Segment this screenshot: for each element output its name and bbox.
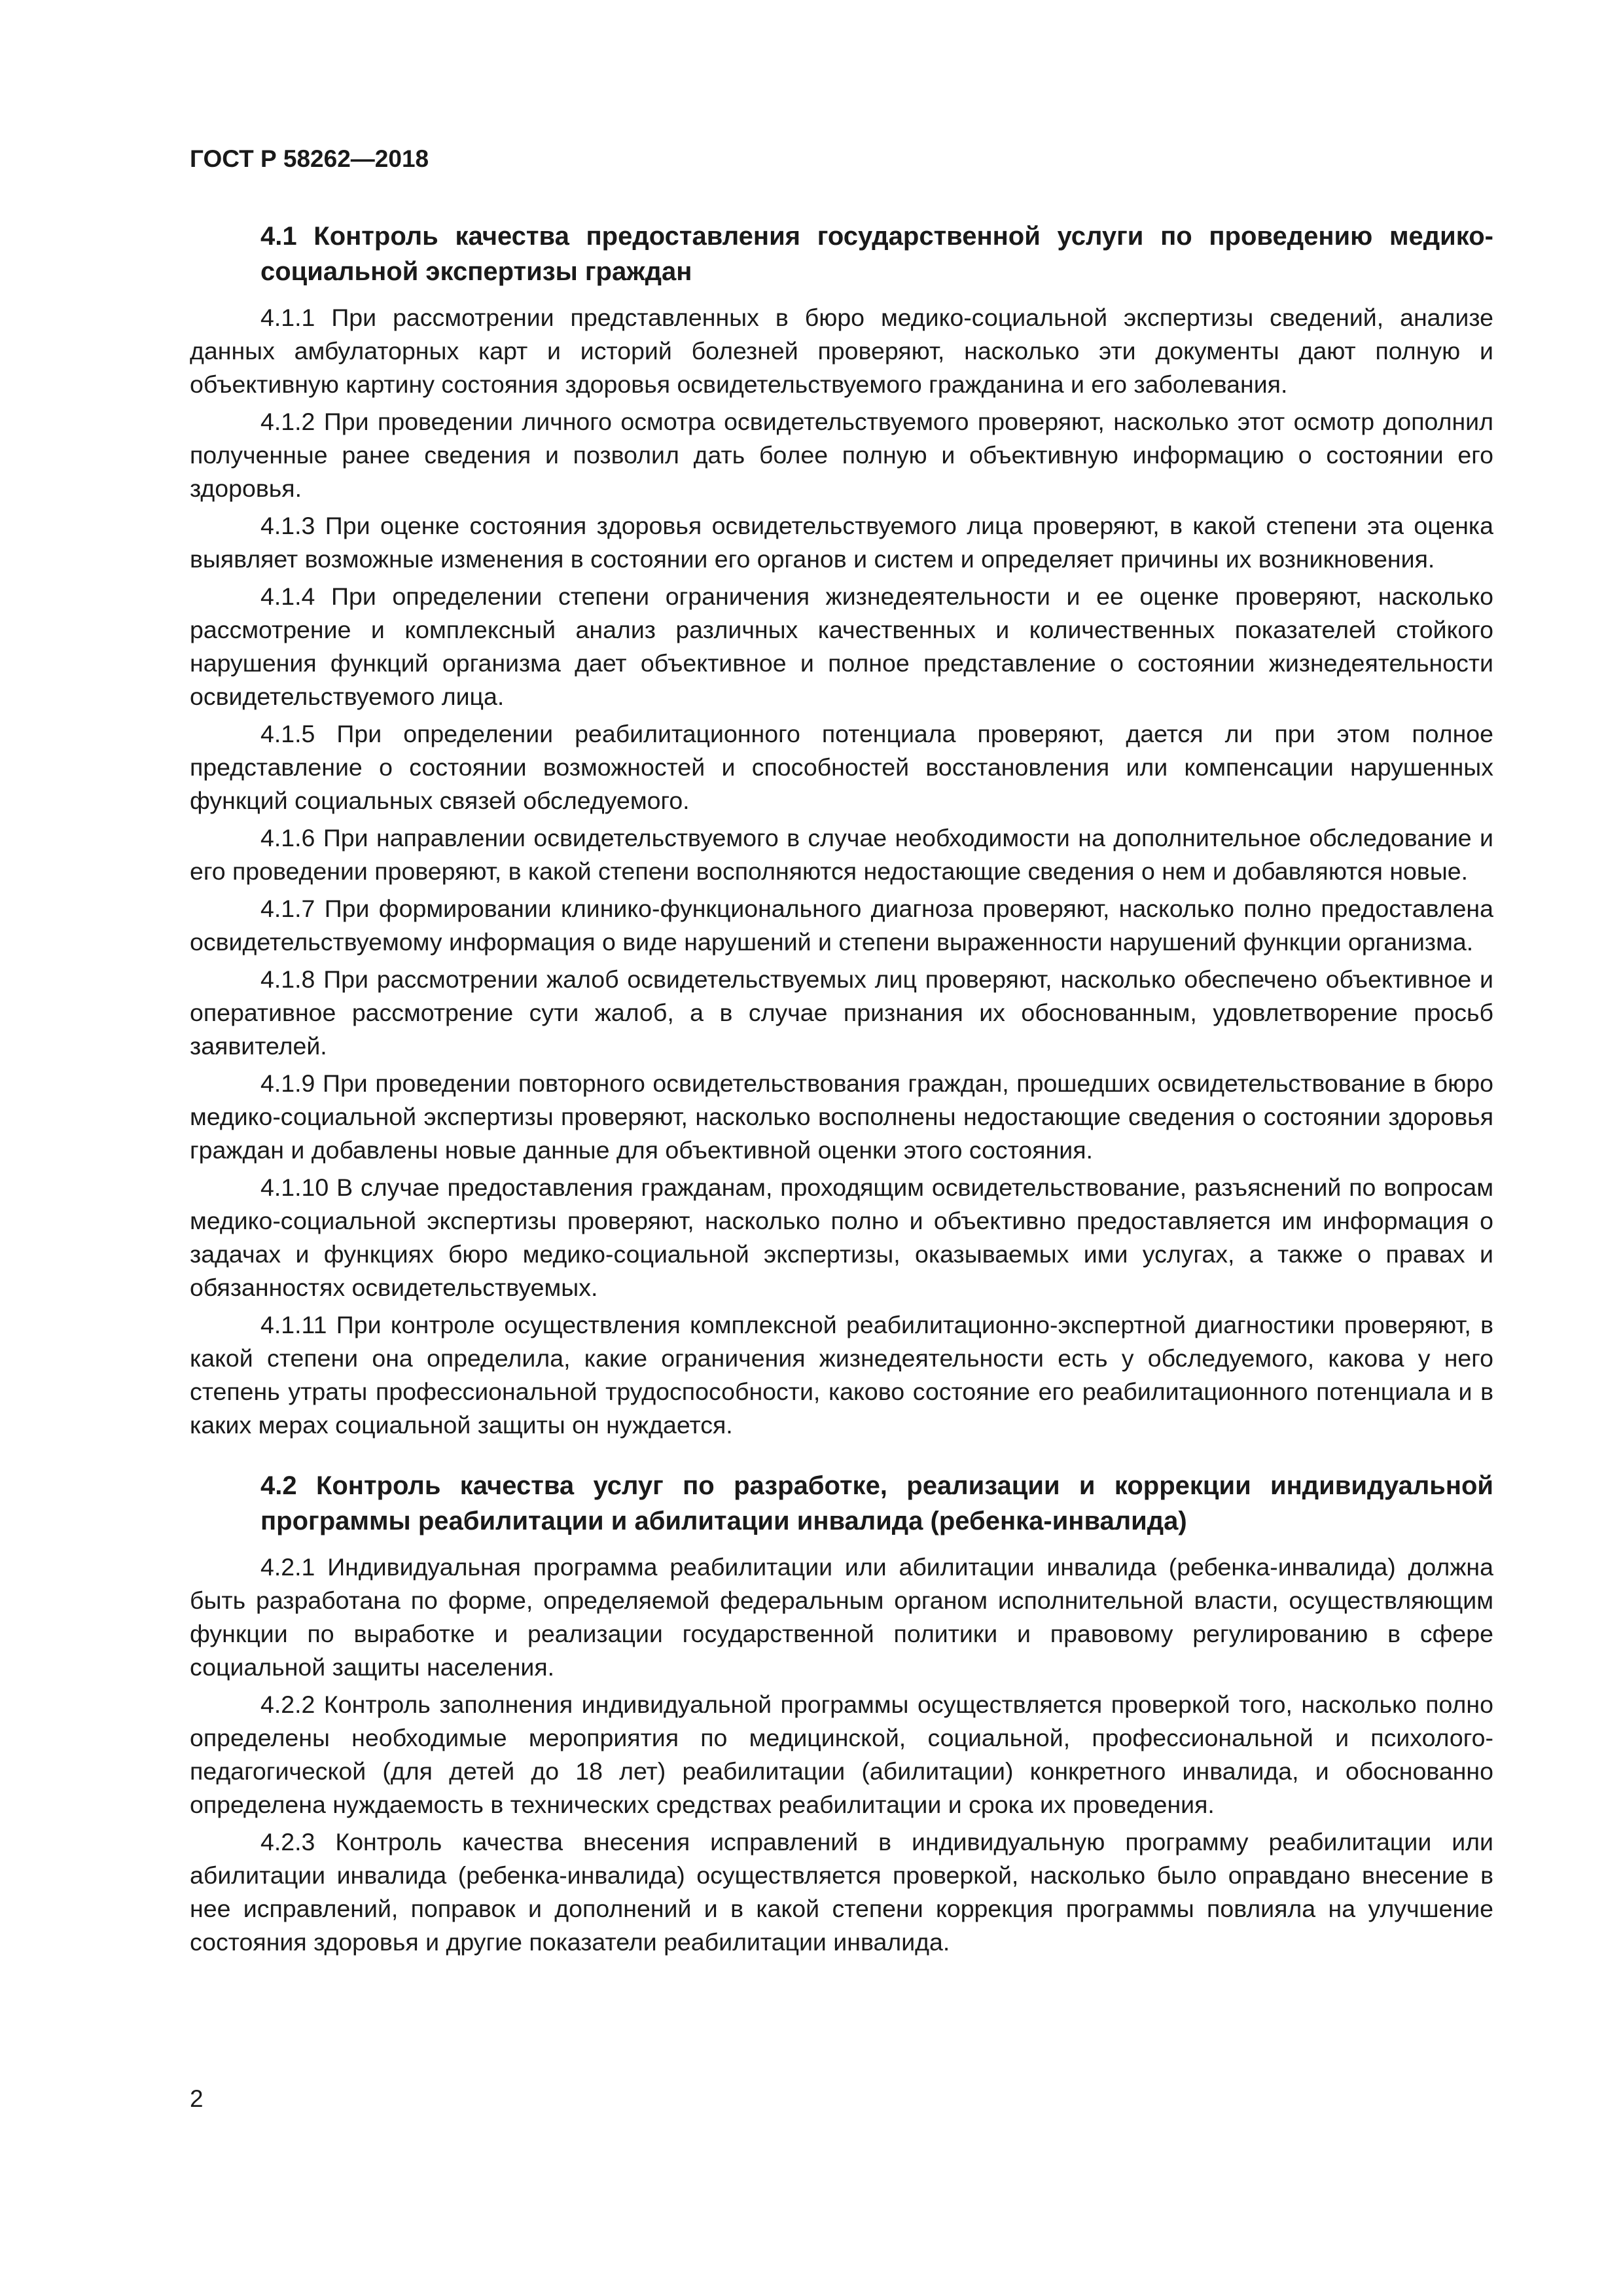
paragraph-4-1-11: 4.1.11 При контроле осуществления комплексной реабилитационно-экспертной диагностики проверяют, в какой степени она определила, какие ограничения жизнедеятельности есть у обследуемого, какова у него степень утраты профессиональной трудоспособности, каково состояние его реабилитационного потенциала и в каких мерах социальной защиты он нуждается.	[190, 1311, 1493, 1439]
section-title: 4.2 Контроль качества услуг по разработке, реализации и коррекции индивидуальной программы реабилитации и абилитации инвалида (ребенка-инвалида)	[260, 1471, 1493, 1535]
page-number: 2	[190, 2085, 204, 2112]
section-title: 4.1 Контроль качества предоставления государственной услуги по проведению медико-социальной экспертизы граждан	[260, 222, 1493, 286]
section-4-2	[190, 1468, 1493, 1959]
paragraph-4-2-1: 4.2.1 Индивидуальная программа реабилитации или абилитации инвалида (ребенка-инвалида) должна быть разработана по форме, определяемой федеральным органом исполнительной власти, осуществляющим функции по выработке и реализации государственной политики и правовому регулированию в сфере социальной защиты населения.	[190, 1553, 1493, 1681]
paragraph-4-1-10: 4.1.10 В случае предоставления гражданам, проходящим освидетельствование, разъяснений по вопросам медико-социальной экспертизы проверяют, насколько полно и объективно предоставляется им информация о задачах и функциях бюро медико-социальной экспертизы, оказываемых ими услугах, а также о правах и обязанностях освидетельствуемых.	[190, 1174, 1493, 1301]
paragraph-4-1-3: 4.1.3 При оценке состояния здоровья освидетельствуемого лица проверяют, в какой степени эта оценка выявляет возможные изменения в состоянии его органов и систем и определяет причины их возникновения.	[190, 512, 1493, 573]
paragraph-4-1-1: 4.1.1 При рассмотрении представленных в бюро медико-социальной экспертизы сведений, анализе данных амбулаторных карт и историй болезней проверяют, насколько эти документы дают полную и объективную картину состояния здоровья освидетельствуемого гражданина и его заболевания.	[190, 304, 1493, 398]
paragraph-4-2-2: 4.2.2 Контроль заполнения индивидуальной программы осуществляется проверкой того, насколько полно определены необходимые мероприятия по медицинской, социальной, профессиональной и психолого-педагогической (для детей до 18 лет) реабилитации (абилитации) конкретного инвалида, и обоснованно определена нуждаемость в технических средствах реабилитации и срока их проведения.	[190, 1691, 1493, 1818]
section-4-1	[190, 219, 1493, 1442]
paragraph-4-1-7: 4.1.7 При формировании клинико-функционального диагноза проверяют, насколько полно предоставлена освидетельствуемому информация о виде нарушений и степени выраженности нарушений функции организма.	[190, 895, 1493, 956]
paragraph-4-1-5: 4.1.5 При определении реабилитационного потенциала проверяют, дается ли при этом полное представление о состоянии возможностей и способностей восстановления или компенсации нарушенных функций социальных связей обследуемого.	[190, 720, 1493, 814]
section-divider	[190, 1446, 1493, 1468]
paragraph-4-1-2: 4.1.2 При проведении личного осмотра освидетельствуемого проверяют, насколько этот осмотр дополнил полученные ранее сведения и позволил дать более полную и объективную информацию о состоянии его здоровья.	[190, 408, 1493, 502]
document-code: ГОСТ Р 58262—2018	[190, 145, 429, 172]
paragraph-4-1-6: 4.1.6 При направлении освидетельствуемого в случае необходимости на дополнительное обследование и его проведении проверяют, в какой степени восполняются недостающие сведения о нем и добавляются новые.	[190, 824, 1493, 885]
paragraph-4-1-9: 4.1.9 При проведении повторного освидетельствования граждан, прошедших освидетельствование в бюро медико-социальной экспертизы проверяют, насколько восполнены недостающие сведения о состоянии здоровья граждан и добавлены новые данные для объективной оценки этого состояния.	[190, 1069, 1493, 1164]
paragraph-4-1-8: 4.1.8 При рассмотрении жалоб освидетельствуемых лиц проверяют, насколько обеспечено объективное и оперативное рассмотрение сути жалоб, а в случае признания их обоснованным, удовлетворение просьб заявителей.	[190, 965, 1493, 1060]
paragraph-4-1-4: 4.1.4 При определении степени ограничения жизнедеятельности и ее оценке проверяют, насколько рассмотрение и комплексный анализ различных качественных и количественных показателей стойкого нарушения функций организма дает объективное и полное представление о состоянии жизнедеятельности освидетельствуемого лица.	[190, 583, 1493, 710]
paragraph-4-2-3: 4.2.3 Контроль качества внесения исправлений в индивидуальную программу реабилитации или абилитации инвалида (ребенка-инвалида) осуществляется проверкой, насколько было оправдано внесение в нее исправлений, поправок и дополнений и в какой степени коррекция программы повлияла на улучшение состояния здоровья и другие показатели реабилитации инвалида.	[190, 1828, 1493, 1956]
document-page	[190, 145, 1493, 1963]
